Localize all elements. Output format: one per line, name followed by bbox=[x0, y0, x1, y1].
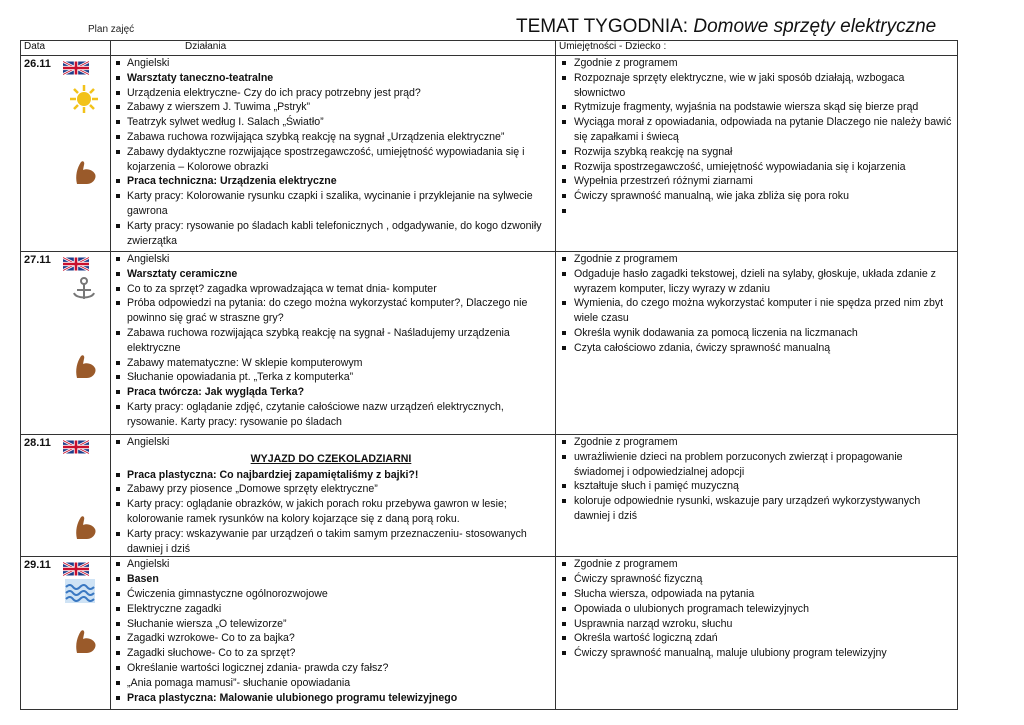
list-item: Słucha wiersza, odpowiada na pytania bbox=[556, 587, 953, 602]
page-title bbox=[516, 16, 936, 38]
list-item: Określa wynik dodawania za pomocą liczenia na liczmanach bbox=[556, 326, 953, 341]
hand-icon bbox=[73, 627, 99, 655]
list-item: Określa wartość logiczną zdań bbox=[556, 631, 953, 646]
sun-icon bbox=[69, 84, 99, 114]
day-row bbox=[21, 435, 958, 557]
date-label: 28.11 bbox=[24, 437, 51, 449]
list-item: Zgodnie z programem bbox=[556, 56, 953, 71]
plan-label: Plan zajęć bbox=[88, 24, 135, 35]
list-item: Basen bbox=[111, 572, 551, 587]
date-label: 26.11 bbox=[24, 58, 51, 70]
activities-cell bbox=[111, 56, 556, 252]
activities-cell bbox=[111, 252, 556, 435]
list-item: Karty pracy: oglądanie zdjęć, czytanie całościowe nazw urządzeń elektrycznych, rysowanie. Karty pracy: rysowanie po śladach bbox=[111, 400, 551, 430]
plan-table bbox=[20, 40, 958, 710]
list-item: Wypełnia przestrzeń różnymi ziarnami bbox=[556, 174, 953, 189]
list-item: Ćwiczenia gimnastyczne ogólnorozwojowe bbox=[111, 587, 551, 602]
list-item: Co to za sprzęt? zagadka wprowadzająca w temat dnia- komputer bbox=[111, 282, 551, 297]
list-item: Karty pracy: wskazywanie par urządzeń o takim samym przeznaczeniu- stosowanych dawniej i dziś bbox=[111, 527, 551, 557]
day-row bbox=[21, 557, 958, 710]
list-item: Zgodnie z programem bbox=[556, 435, 953, 450]
list-item: Zabawy matematyczne: W sklepie komputerowym bbox=[111, 356, 551, 371]
list-item: Opowiada o ulubionych programach telewizyjnych bbox=[556, 602, 953, 617]
date-label: 27.11 bbox=[24, 254, 51, 266]
skills-cell bbox=[556, 56, 958, 252]
skills-cell bbox=[556, 557, 958, 710]
date-cell bbox=[21, 435, 111, 557]
list-item: Angielski bbox=[111, 252, 551, 267]
list-item: Karty pracy: rysowanie po śladach kabli telefonicznych , odgadywanie, do kogo dzwoniły zwierzątka bbox=[111, 219, 551, 249]
list-item: Rytmizuje fragmenty, wyjaśnia na podstawie wiersza skąd się bierze prąd bbox=[556, 100, 953, 115]
col-header-skills: Umiejętności - Dziecko : bbox=[556, 41, 958, 56]
list-item: Karty pracy: Kolorowanie rysunku czapki i szalika, wycinanie i przyklejanie na sylwecie gawrona bbox=[111, 189, 551, 219]
uk-flag-icon bbox=[63, 60, 89, 76]
list-item: Praca plastyczna: Malowanie ulubionego programu telewizyjnego bbox=[111, 691, 551, 706]
list-item: uwrażliwienie dzieci na problem porzuconych zwierząt i propagowanie świadomej i odpowiedzialnej adopcji bbox=[556, 450, 953, 480]
list-item: Teatrzyk sylwet według I. Salach „Światło” bbox=[111, 115, 551, 130]
title-prefix: TEMAT TYGODNIA: bbox=[516, 16, 689, 37]
list-item: Usprawnia narząd wzroku, słuchu bbox=[556, 617, 953, 632]
list-item: Zagadki wzrokowe- Co to za bajka? bbox=[111, 631, 551, 646]
list-item: Próba odpowiedzi na pytania: do czego można wykorzystać komputer?, Dlaczego nie powinno się grać w straszne gry? bbox=[111, 296, 551, 326]
list-item: koloruje odpowiednie rysunki, wskazuje pary urządzeń wykorzystywanych dawniej i dziś bbox=[556, 494, 953, 524]
day-row bbox=[21, 252, 958, 435]
anchor-icon bbox=[71, 276, 97, 302]
col-header-date: Data bbox=[21, 41, 111, 56]
list-item: Urządzenia elektryczne- Czy do ich pracy potrzebny jest prąd? bbox=[111, 86, 551, 101]
swim-icon bbox=[65, 579, 95, 603]
list-item: Warsztaty ceramiczne bbox=[111, 267, 551, 282]
list-item: Rozwija spostrzegawczość, umiejętność wypowiadania się i kojarzenia bbox=[556, 160, 953, 175]
date-cell bbox=[21, 56, 111, 252]
day-row bbox=[21, 56, 958, 252]
list-item: Rozwija szybką reakcję na sygnał bbox=[556, 145, 953, 160]
date-cell bbox=[21, 252, 111, 435]
trip-heading: WYJAZD DO CZEKOLADZIARNI bbox=[250, 452, 412, 465]
list-item: Elektryczne zagadki bbox=[111, 602, 551, 617]
list-item: Ćwiczy sprawność manualną, wie jaka zbliża się pora roku bbox=[556, 189, 953, 204]
list-item: Warsztaty taneczno-teatralne bbox=[111, 71, 551, 86]
list-item: Praca plastyczna: Co najbardziej zapamiętaliśmy z bajki?! bbox=[111, 468, 551, 483]
list-item: Zabawa ruchowa rozwijająca szybką reakcję na sygnał „Urządzenia elektryczne” bbox=[111, 130, 551, 145]
title-subject: Domowe sprzęty elektryczne bbox=[693, 16, 937, 37]
list-item: Karty pracy: oglądanie obrazków, w jakich porach roku przebywa gawron w lesie; kolorowanie ramek rysunków na kolory kojarzące się z daną porą roku. bbox=[111, 497, 551, 527]
list-item: Zabawa ruchowa rozwijająca szybką reakcję na sygnał - Naśladujemy urządzenia elektryczne bbox=[111, 326, 551, 356]
list-item: Zgodnie z programem bbox=[556, 252, 953, 267]
list-item: Słuchanie opowiadania pt. „Terka z komputerka” bbox=[111, 370, 551, 385]
list-item: Zgodnie z programem bbox=[556, 557, 953, 572]
uk-flag-icon bbox=[63, 256, 89, 272]
list-item: Ćwiczy sprawność manualną, maluje ulubiony program telewizyjny bbox=[556, 646, 953, 661]
list-item: Rozpoznaje sprzęty elektryczne, wie w jaki sposób działają, wzbogaca słownictwo bbox=[556, 71, 953, 101]
uk-flag-icon bbox=[63, 561, 89, 577]
list-item: Praca twórcza: Jak wygląda Terka? bbox=[111, 385, 551, 400]
list-item: Słuchanie wiersza „O telewizorze” bbox=[111, 617, 551, 632]
activities-cell bbox=[111, 435, 556, 557]
list-item: Zabawy przy piosence „Domowe sprzęty elektryczne” bbox=[111, 482, 551, 497]
list-item: Zabawy dydaktyczne rozwijające spostrzegawczość, umiejętność wypowiadania się i kojarzenia – Kolorowe obrazki bbox=[111, 145, 551, 175]
list-item: Wyciąga morał z opowiadania, odpowiada na pytanie Dlaczego nie należy bawić się zapałkami i świecą bbox=[556, 115, 953, 145]
list-item: Zabawy z wierszem J. Tuwima „Pstryk” bbox=[111, 100, 551, 115]
skills-cell bbox=[556, 252, 958, 435]
list-item: Czyta całościowo zdania, ćwiczy sprawność manualną bbox=[556, 341, 953, 356]
list-item: Angielski bbox=[111, 56, 551, 71]
list-item: „Ania pomaga mamusi”- słuchanie opowiadania bbox=[111, 676, 551, 691]
list-item: Określanie wartości logicznej zdania- prawda czy fałsz? bbox=[111, 661, 551, 676]
skills-cell bbox=[556, 435, 958, 557]
list-item: Odgaduje hasło zagadki tekstowej, dzieli na sylaby, głoskuje, układa zdanie z wyrazem komputer, liczy wyrazy w zdaniu bbox=[556, 267, 953, 297]
hand-icon bbox=[73, 352, 99, 380]
list-item: Ćwiczy sprawność fizyczną bbox=[556, 572, 953, 587]
list-item: Angielski bbox=[111, 557, 551, 572]
list-item: Praca techniczna: Urządzenia elektryczne bbox=[111, 174, 551, 189]
header-row bbox=[21, 41, 958, 56]
uk-flag-icon bbox=[63, 439, 89, 455]
list-item: kształtuje słuch i pamięć muzyczną bbox=[556, 479, 953, 494]
list-item: Zagadki słuchowe- Co to za sprzęt? bbox=[111, 646, 551, 661]
date-label: 29.11 bbox=[24, 559, 51, 572]
hand-icon bbox=[73, 158, 99, 186]
col-header-activities: Działania bbox=[111, 41, 556, 56]
activities-cell bbox=[111, 557, 556, 710]
date-cell bbox=[21, 557, 111, 710]
hand-icon bbox=[73, 513, 99, 541]
list-item: Angielski bbox=[111, 435, 551, 450]
list-item: Wymienia, do czego można wykorzystać komputer i nie spędza przed nim zbyt wiele czasu bbox=[556, 296, 953, 326]
list-item bbox=[556, 204, 953, 219]
